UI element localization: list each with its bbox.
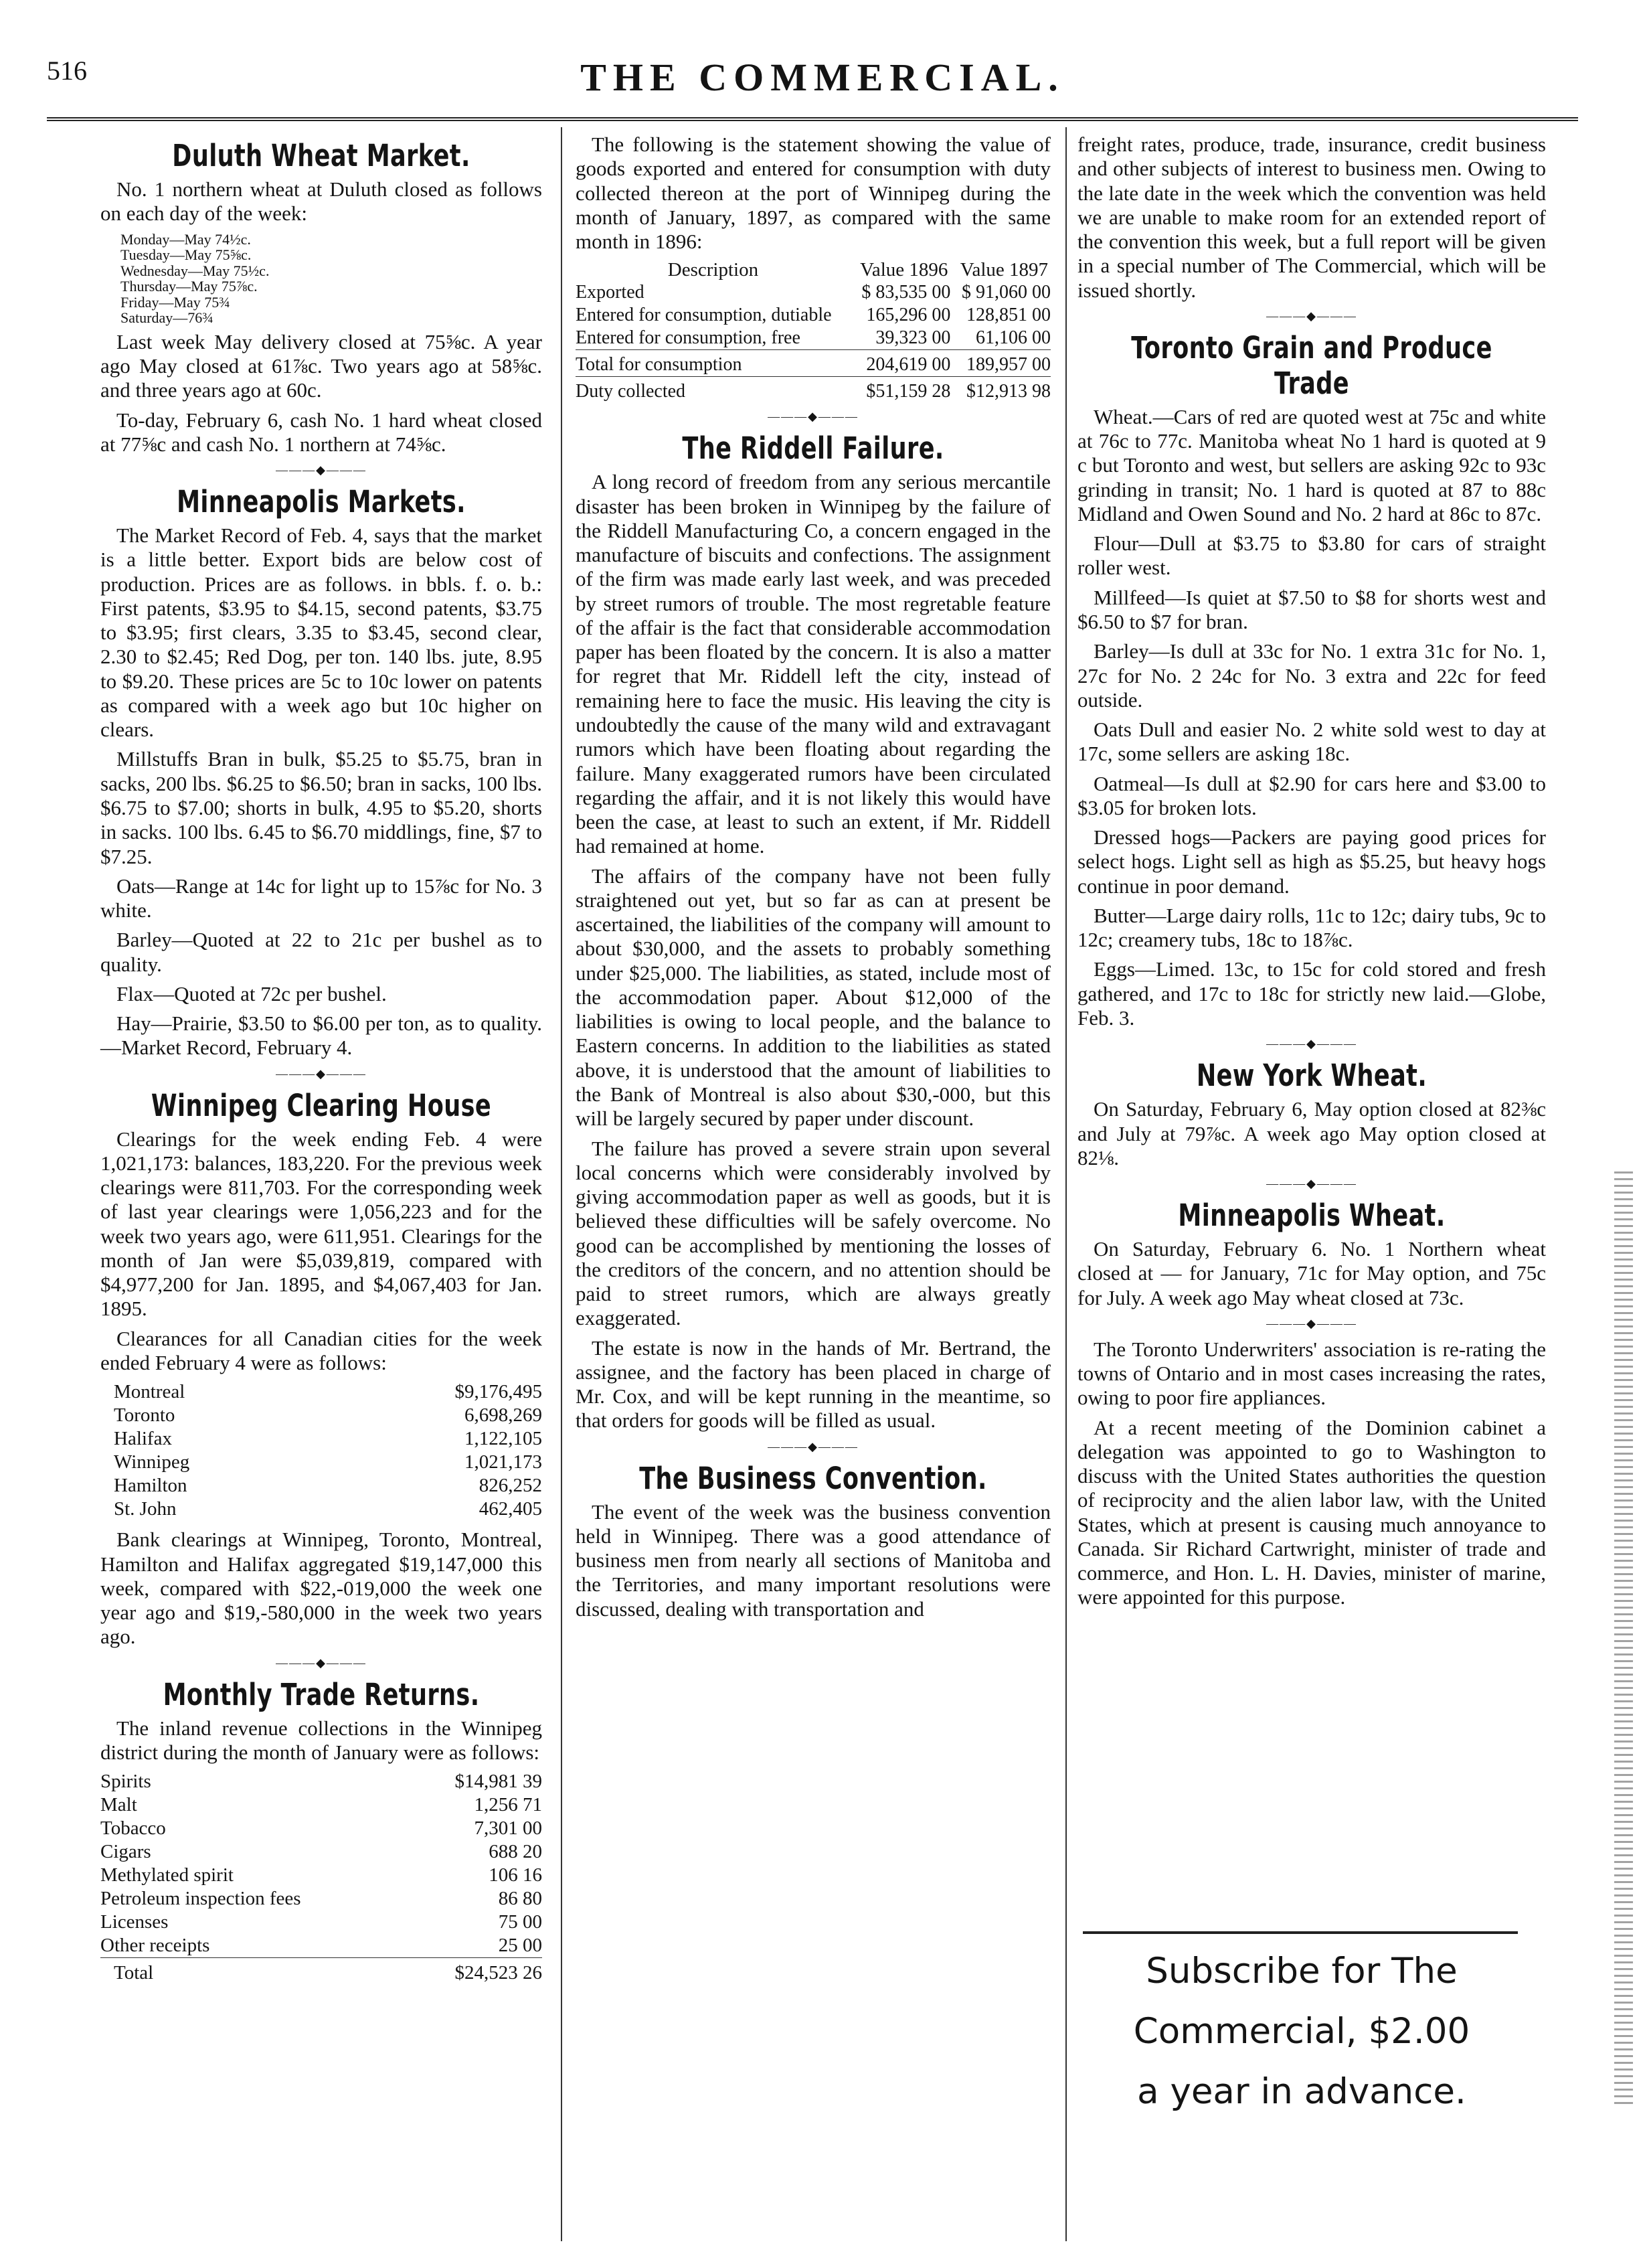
list-item: Thursday—May 75⅞c.	[120, 278, 258, 295]
toronto-heading: Toronto Grain and Produce Trade	[1131, 329, 1492, 401]
column-divider	[561, 127, 562, 2241]
subscribe-line: Commercial, $2.00	[1133, 2011, 1470, 2052]
list-item: Wednesday—May 75½c.	[120, 262, 270, 279]
cell: $14,981 39	[454, 1771, 542, 1793]
cell: $51,159 28	[851, 377, 951, 404]
cell: Malt	[100, 1794, 137, 1816]
cell: 86 80	[498, 1888, 542, 1910]
paragraph: The inland revenue collections in the Winnipeg district during the month of January were as follows:	[100, 1716, 542, 1764]
subscribe-ad	[1094, 1941, 1509, 2122]
paragraph: To-day, February 6, cash No. 1 hard wheat closed at 77⅝c and cash No. 1 northern at 74⅝c.	[100, 408, 542, 456]
cell: 826,252	[479, 1475, 542, 1497]
monthly-heading: Monthly Trade Returns.	[163, 1676, 480, 1712]
cell: Montreal	[114, 1381, 185, 1403]
cell: 1,256 71	[474, 1794, 542, 1816]
paragraph: Millstuffs Bran in bulk, $5.25 to $5.75, bran in sacks, 200 lbs. $6.25 to $6.50; bran in sacks, 100 lbs. $6.75 to $7.00; shorts in bulk, 4.95 to $5.20, shorts in sacks. 100 lbs. 6.45 to $6.70 middlings, fine, $7 to $7.25.	[100, 747, 542, 868]
duluth-heading: Duluth Wheat Market.	[172, 138, 470, 173]
paragraph: On Saturday, February 6, May option closed at 82⅜c and July at 79⅞c. A week ago May option closed at 82⅛.	[1077, 1097, 1546, 1169]
paragraph: Oatmeal—Is dull at $2.90 for cars here and $3.00 to $3.05 for broken lots.	[1077, 771, 1546, 819]
ornament-divider	[1077, 1037, 1546, 1051]
duluth-days	[120, 232, 542, 326]
minneapolis-heading: Minneapolis Markets.	[177, 484, 466, 520]
cell: 7,301 00	[474, 1817, 542, 1840]
cell: 128,851 00	[966, 305, 1051, 326]
table-row	[100, 1911, 542, 1934]
table-row	[100, 1427, 542, 1451]
cell: $ 91,060 00	[962, 282, 1051, 303]
column-2	[576, 133, 1051, 1627]
cell: Spirits	[100, 1771, 151, 1793]
binding-edge	[1614, 1171, 1633, 2109]
paragraph: Bank clearings at Winnipeg, Toronto, Montreal, Hamilton and Halifax aggregated $19,147,000 this week, compared with $22,-019,000 the week one year ago and $19,-580,000 in the week two years ago.	[100, 1528, 542, 1649]
subscribe-rule	[1083, 1931, 1518, 1934]
exports-intro: The following is the statement showing the value of goods exported and entered for consumption with duty collected thereon at the port of Winnipeg during the month of January, 1897, as compared with the same month in 1896:	[576, 133, 1051, 254]
cell: Hamilton	[114, 1475, 187, 1497]
list-item: Saturday—76¾	[120, 309, 213, 327]
column-header: Value 1897	[960, 259, 1048, 281]
paragraph: On Saturday, February 6. No. 1 Northern wheat closed at — for January, 71c for May option, and 75c for July. A week ago May wheat closed at 73c.	[1077, 1237, 1546, 1309]
top-rule	[47, 117, 1578, 121]
paragraph: Eggs—Limed. 13c, to 15c for cold stored and fresh gathered, and 17c to 18c for strictly new laid.—Globe, Feb. 3.	[1077, 957, 1546, 1030]
cell: Entered for consumption, dutiable	[576, 305, 832, 326]
paragraph: Hay—Prairie, $3.50 to $6.00 per ton, as to quality.—Market Record, February 4.	[100, 1011, 542, 1060]
list-item: Tuesday—May 75⅝c.	[120, 246, 252, 264]
cell: 688 20	[489, 1841, 542, 1863]
cell: $9,176,495	[454, 1381, 542, 1403]
cell: 1,021,173	[464, 1451, 542, 1473]
exports-table	[576, 259, 1051, 403]
column-header: Value 1896	[860, 259, 948, 281]
cell: Duty collected	[576, 377, 851, 404]
cell: Total for consumption	[576, 350, 851, 377]
cell: Methylated spirit	[100, 1864, 234, 1886]
table-row	[576, 377, 1051, 404]
subscribe-line: a year in advance.	[1137, 2071, 1466, 2113]
paragraph: Flour—Dull at $3.75 to $3.80 for cars of straight roller west.	[1077, 532, 1546, 580]
column-3	[1077, 133, 1546, 1615]
page-number: 516	[47, 56, 87, 86]
paragraph: Barley—Quoted at 22 to 21c per bushel as to quality.	[100, 928, 542, 976]
paragraph: At a recent meeting of the Dominion cabinet a delegation was appointed to go to Washington to discuss with the United States authorities the question of reciprocity and the alien labor law, with the United States, which at present is causing much annoyance to Canada. Sir Richard Cartwright, minister of trade and commerce, and Hon. L. H. Davies, minister of marine, were appointed for this purpose.	[1077, 1415, 1546, 1609]
paragraph: The estate is now in the hands of Mr. Bertrand, the assignee, and the factory has been placed in charge of Mr. Cox, and will be kept running in the meantime, so that orders for goods will be filled as usual.	[576, 1335, 1051, 1433]
cell: 75 00	[498, 1911, 542, 1933]
cell: 189,957 00	[950, 350, 1051, 377]
column-divider	[1065, 127, 1067, 2241]
subscribe-line: Subscribe for The	[1146, 1951, 1458, 1992]
paragraph: The failure has proved a severe strain upon several local concerns which were considerably involved by giving accommodation paper as well as goods, but it is believed these difficulties will be safely overcome. No good can be accomplished by mentioning the losses of the creditors of the concern, and no attention should be paid to street rumors, which are always greatly exaggerated.	[576, 1136, 1051, 1330]
table-row	[100, 1770, 542, 1793]
mpls-wheat-heading: Minneapolis Wheat.	[1178, 1198, 1446, 1234]
cell: 462,405	[479, 1498, 542, 1520]
table-row	[100, 1497, 542, 1521]
table-row	[100, 1887, 542, 1911]
table-row	[100, 1817, 542, 1840]
paragraph: Barley—Is dull at 33c for No. 1 extra 31c for No. 1, 27c for No. 2 24c for No. 3 extra and 22c for feed outside.	[1077, 639, 1546, 712]
ornament-divider	[1077, 1317, 1546, 1331]
table-row	[100, 1840, 542, 1864]
cell: $12,913 98	[950, 377, 1051, 404]
cell: Other receipts	[100, 1935, 210, 1957]
paragraph: Clearings for the week ending Feb. 4 were 1,021,173: balances, 183,220. For the previous week clearings were 811,703. For the corresponding week of last year clearings were 1,056,223 and for the week two years ago, were 611,951. Clearings for the month of Jan were $5,039,819, compared with $4,977,200 for Jan. 1895, and $4,067,403 for Jan. 1895.	[100, 1127, 542, 1321]
cell: Toronto	[114, 1404, 175, 1427]
table-row	[100, 1934, 542, 1958]
clearances-table	[100, 1380, 542, 1521]
paragraph: A long record of freedom from any serious mercantile disaster has been broken in Winnipeg by the failure of the Riddell Manufacturing Co, a concern engaged in the manufacture of biscuits and confections. The assignment of the firm was made early last week, and was preceded by street rumors of trouble. The most regretable feature of the affair is the fact that considerable accommodation paper has been floated by the concern. It is also a matter for regret that Mr. Riddell left the city, instead of remaining here to face the music. His leaving the city is undoubtedly the cause of the many wild and extravagant rumors which have been floating about regarding the failure. Many exaggerated rumors have been circulated regarding the affair, and it is not likely this would have been the case, at least to such an extent, if Mr. Riddell had remained at home.	[576, 470, 1051, 858]
ny-wheat-heading: New York Wheat.	[1196, 1058, 1427, 1094]
table-row	[100, 1451, 542, 1474]
list-item: Monday—May 74½c.	[120, 230, 251, 248]
masthead: THE COMMERCIAL.	[580, 56, 1065, 99]
convention-heading: The Business Convention.	[639, 1460, 987, 1496]
ornament-divider	[100, 1656, 542, 1670]
cell: Halifax	[114, 1428, 172, 1450]
ornament-divider	[576, 410, 1051, 424]
paragraph: The Market Record of Feb. 4, says that the market is a little better. Export bids are below cost of production. Prices are as follows. in bbls. f. o. b.: First patents, $3.95 to $4.15, second patents, $3.75 to $3.95; first clears, 3.35 to $3.45, second clear, 2.30 to $2.45; Red Dog, per ton. 140 lbs. jute, 8.95 to $9.20. These prices are 5c to 10c lower on patents as compared with a week ago but 10c higher on clears.	[100, 523, 542, 742]
table-row	[100, 1474, 542, 1497]
cell: Entered for consumption, free	[576, 327, 800, 349]
table-row	[576, 281, 1051, 304]
paragraph: Clearances for all Canadian cities for the week ended February 4 were as follows:	[100, 1326, 542, 1375]
ornament-divider	[576, 1440, 1051, 1454]
duluth-intro: No. 1 northern wheat at Duluth closed as follows on each day of the week:	[100, 177, 542, 226]
cell: Total	[100, 1958, 408, 1986]
cell: 6,698,269	[464, 1404, 542, 1427]
cell: 61,106 00	[976, 327, 1051, 349]
cell: St. John	[114, 1498, 177, 1520]
table-row	[100, 1404, 542, 1427]
table-row	[576, 327, 1051, 350]
paragraph: Butter—Large dairy rolls, 11c to 12c; dairy tubs, 9c to 12c; creamery tubs, 18c to 18⅞c.	[1077, 903, 1546, 952]
paragraph: freight rates, produce, trade, insurance, credit business and other subjects of interest to business men. Owing to the late date in the week which the convention was held we are unable to make room for an extended report of the convention this week, but a full report will be given in a special number of The Commercial, which will be issued shortly.	[1077, 133, 1546, 302]
cell: 25 00	[498, 1935, 542, 1957]
riddell-heading: The Riddell Failure.	[682, 430, 944, 467]
paragraph: Millfeed—Is quiet at $7.50 to $8 for shorts west and $6.50 to $7 for bran.	[1077, 585, 1546, 633]
total-row	[100, 1958, 542, 1986]
ornament-divider	[100, 463, 542, 477]
paragraph: The Toronto Underwriters' association is re-rating the towns of Ontario and in most cases increasing the rates, owing to poor fire appliances.	[1077, 1337, 1546, 1410]
paragraph: The affairs of the company have not been fully straightened out yet, but so far as can at present be ascertained, the liabilities of the company will amount to about $30,000, and the assets to probably something under $25,000. The liabilities, as stated, include most of the accommodation paper. About $12,000 of the liabilities is owing to local people, and the balance to Eastern concerns. In addition to the liabilities as stated above, it is understood that the amount of liabilities to the Bank of Montreal is also about $30,-000, but this will be largely secured by paper under discount.	[576, 864, 1051, 1131]
column-1	[100, 133, 542, 1992]
table-row	[576, 350, 1051, 377]
cell: 1,122,105	[464, 1428, 542, 1450]
paragraph: Oats—Range at 14c for light up to 15⅞c for No. 3 white.	[100, 874, 542, 922]
cell: 165,296 00	[866, 305, 951, 326]
table-row	[100, 1793, 542, 1817]
paragraph: Flax—Quoted at 72c per bushel.	[116, 981, 387, 1005]
paragraph: The event of the week was the business convention held in Winnipeg. There was a good attendance of business men from nearly all sections of Manitoba and the Territories, and many important resolutions were discussed, dealing with transportation and	[576, 1500, 1051, 1621]
cell: $ 83,535 00	[861, 282, 951, 303]
cell: Tobacco	[100, 1817, 166, 1840]
paragraph: Oats Dull and easier No. 2 white sold west to day at 17c, some sellers are asking 18c.	[1077, 718, 1546, 766]
cell: Cigars	[100, 1841, 151, 1863]
cell: $24,523 26	[408, 1958, 542, 1986]
ornament-divider	[1077, 309, 1546, 323]
paragraph: Dressed hogs—Packers are paying good prices for select hogs. Light sell as high as $5.25, but heavy hogs continue in poor demand.	[1077, 825, 1546, 898]
cell: Winnipeg	[114, 1451, 190, 1473]
table-row	[100, 1864, 542, 1887]
column-header: Description	[667, 259, 759, 281]
ornament-divider	[100, 1067, 542, 1081]
list-item: Friday—May 75¾	[120, 293, 230, 311]
cell: Exported	[576, 282, 644, 303]
cell: Licenses	[100, 1911, 169, 1933]
clearing-heading: Winnipeg Clearing House	[151, 1087, 492, 1123]
cell: Petroleum inspection fees	[100, 1888, 301, 1910]
table-header	[576, 259, 1051, 281]
revenue-table	[100, 1770, 542, 1985]
paragraph: Wheat.—Cars of red are quoted west at 75c and white at 76c to 77c. Manitoba wheat No 1 hard is quoted at 9 c but Toronto and west, but sellers are asking 92c to 93c grinding in transit; No. 1 hard is quoted at 87 to 88c Midland and Owen Sound and No. 2 hard at 86c to 87c.	[1077, 404, 1546, 525]
table-row	[100, 1380, 542, 1404]
cell: 106 16	[489, 1864, 542, 1886]
cell: 39,323 00	[875, 327, 951, 349]
paragraph: Last week May delivery closed at 75⅝c. A year ago May closed at 61⅞c. Two years ago at 58⅝c. and three years ago at 60c.	[100, 329, 542, 402]
cell: 204,619 00	[851, 350, 951, 377]
table-row	[576, 304, 1051, 327]
ornament-divider	[1077, 1177, 1546, 1191]
